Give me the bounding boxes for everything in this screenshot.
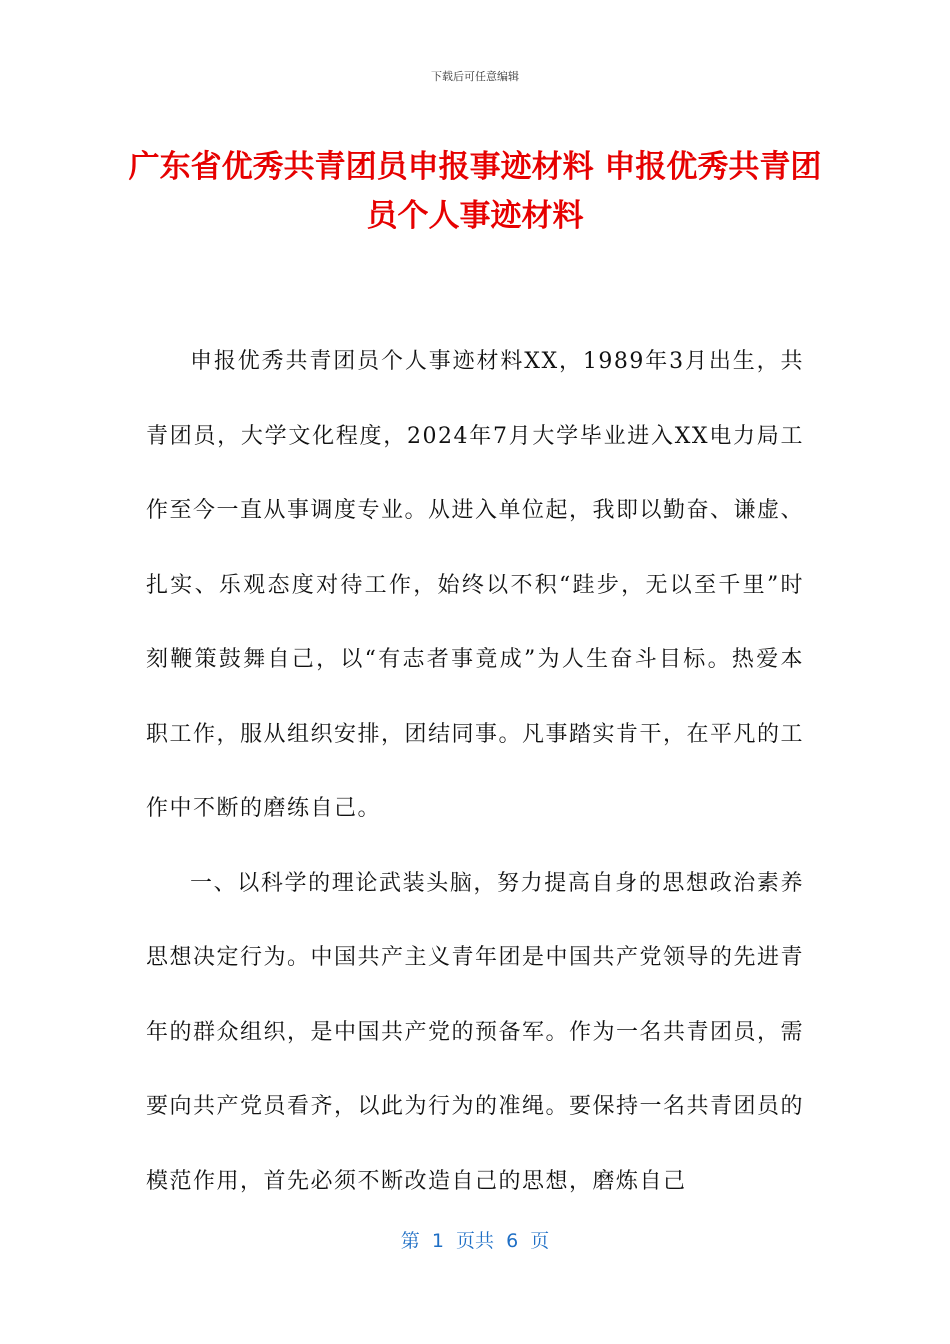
document-title: 广东省优秀共青团员申报事迹材料 申报优秀共青团员个人事迹材料 <box>128 149 822 234</box>
paragraph-1: 申报优秀共青团员个人事迹材料XX，1989年3月出生，共青团员，大学文化程度，2024年7月大学毕业进入XX电力局工作至今一直从事调度专业。从进入单位起，我即以勤奋、谦虚、扎实、乐观态度对待工作，始终以不积“跬步，无以至千里”时刻鞭策鼓舞自己，以“有志者事竟成”为人生奋斗目标。热爱本职工作，服从组织安排，团结同事。凡事踏实肯干，在平凡的工作中不断的磨练自己。 <box>146 349 805 821</box>
document-body <box>146 325 804 1219</box>
page-header-note: 下载后可任意编辑 <box>431 70 519 83</box>
page-number-footer: 第 1 页共 6 页 <box>400 1230 550 1252</box>
paragraph-2: 一、以科学的理论武装头脑，努力提高自身的思想政治素养思想决定行为。中国共产主义青年团是中国共产党领导的先进青年的群众组织，是中国共产党的预备军。作为一名共青团员，需要向共产党员看齐，以此为行为的准绳。要保持一名共青团员的模范作用，首先必须不断改造自己的思想，磨炼自己 <box>146 870 805 1194</box>
